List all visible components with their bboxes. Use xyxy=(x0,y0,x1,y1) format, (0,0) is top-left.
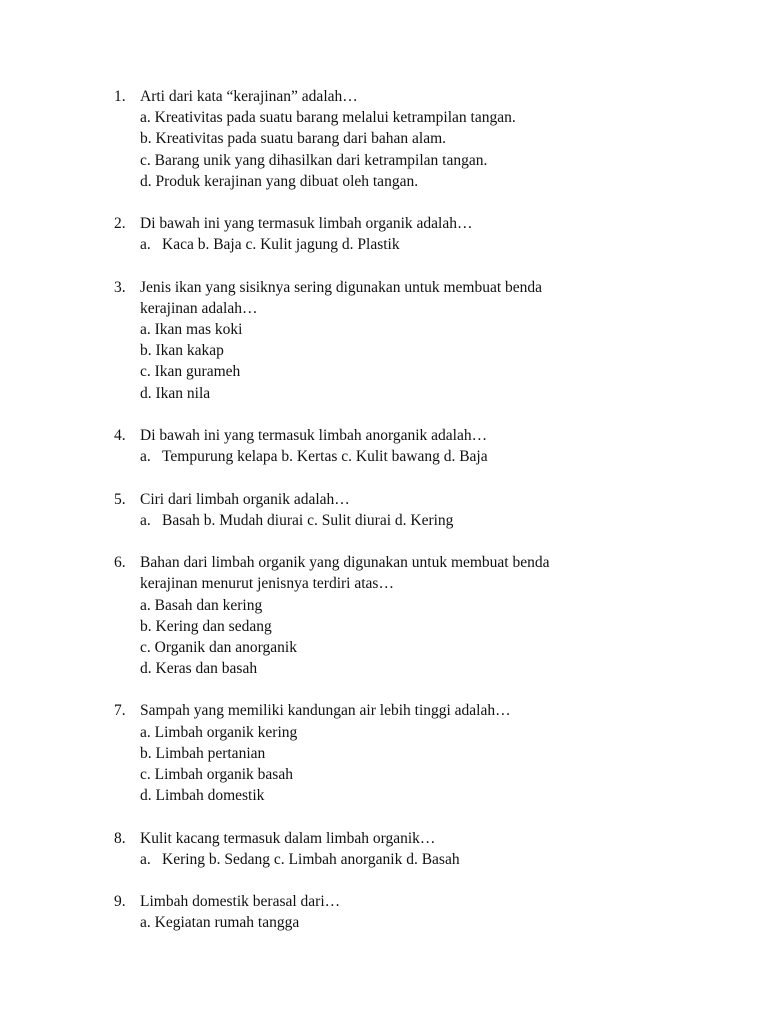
answer-option: b. Kering dan sedang xyxy=(140,617,272,635)
question-text: Bahan dari limbah organik yang digunakan untuk membuat benda xyxy=(140,554,550,572)
option-text: Kering b. Sedang c. Limbah anorganik d. Basah xyxy=(162,850,460,868)
answer-option: d. Produk kerajinan yang dibuat oleh tangan. xyxy=(140,172,419,190)
question-text: Jenis ikan yang sisiknya sering digunakan untuk membuat benda xyxy=(140,278,543,296)
question-5 xyxy=(114,489,674,531)
answer-option: d. Ikan nila xyxy=(140,384,211,402)
question-4 xyxy=(114,425,674,467)
question-number: 3. xyxy=(114,278,126,296)
question-8 xyxy=(114,828,674,870)
question-text: Ciri dari limbah organik adalah… xyxy=(140,490,350,508)
question-1 xyxy=(114,86,674,192)
question-number: 9. xyxy=(114,893,126,911)
question-text: Kulit kacang termasuk dalam limbah organik… xyxy=(140,829,436,847)
question-text: kerajinan adalah… xyxy=(140,299,258,317)
option-text: Kaca b. Baja c. Kulit jagung d. Plastik xyxy=(162,236,400,254)
answer-option: a. Ikan mas koki xyxy=(140,321,243,339)
question-2 xyxy=(114,213,674,255)
question-number: 7. xyxy=(114,702,126,720)
question-text: Di bawah ini yang termasuk limbah organik adalah… xyxy=(140,215,473,233)
answer-option: b. Limbah pertanian xyxy=(140,744,266,762)
question-6 xyxy=(114,552,674,679)
question-list xyxy=(114,86,674,955)
question-text-line xyxy=(114,552,674,573)
question-text-line xyxy=(114,425,674,446)
question-text-line xyxy=(114,828,674,849)
question-number: 2. xyxy=(114,215,126,233)
question-7 xyxy=(114,700,674,806)
answer-options-inline xyxy=(114,510,674,531)
question-text: Limbah domestik berasal dari… xyxy=(140,893,341,911)
option-label: a. xyxy=(140,511,151,529)
answer-options-inline xyxy=(114,234,674,255)
question-number: 6. xyxy=(114,554,126,572)
answer-option: d. Keras dan basah xyxy=(140,660,258,678)
question-3 xyxy=(114,277,674,404)
question-text-line xyxy=(114,891,674,912)
answer-options-inline xyxy=(114,446,674,467)
option-label: a. xyxy=(140,448,151,466)
answer-option: c. Ikan gurameh xyxy=(140,363,241,381)
answer-options-inline xyxy=(114,849,674,870)
answer-option: c. Barang unik yang dihasilkan dari ketrampilan tangan. xyxy=(140,151,488,169)
question-number: 4. xyxy=(114,427,126,444)
answer-option: a. Basah dan kering xyxy=(140,596,263,614)
option-text: Tempurung kelapa b. Kertas c. Kulit bawang d. Baja xyxy=(162,448,488,466)
question-text: kerajinan menurut jenisnya terdiri atas… xyxy=(140,575,394,593)
question-text-line xyxy=(114,298,674,319)
question-text-line xyxy=(114,700,674,721)
answer-option: a. Limbah organik kering xyxy=(140,723,298,741)
question-text-line xyxy=(114,86,674,107)
answer-option: c. Limbah organik basah xyxy=(140,766,293,783)
question-text: Sampah yang memiliki kandungan air lebih tinggi adalah… xyxy=(140,702,511,720)
question-text: Arti dari kata “kerajinan” adalah… xyxy=(140,88,358,105)
option-label: a. xyxy=(140,850,151,868)
answer-option: b. Kreativitas pada suatu barang dari bahan alam. xyxy=(140,130,447,148)
question-number: 1. xyxy=(114,88,126,105)
question-number: 5. xyxy=(114,490,126,508)
option-text: Basah b. Mudah diurai c. Sulit diurai d. Kering xyxy=(162,511,454,529)
question-text-line xyxy=(114,573,674,594)
answer-option: a. Kegiatan rumah tangga xyxy=(140,914,300,932)
question-text-line xyxy=(114,277,674,298)
answer-option: d. Limbah domestik xyxy=(140,787,265,805)
answer-option: b. Ikan kakap xyxy=(140,342,224,360)
option-label: a. xyxy=(140,236,151,254)
question-text: Di bawah ini yang termasuk limbah anorganik adalah… xyxy=(140,427,488,444)
question-9 xyxy=(114,891,674,933)
answer-option: c. Organik dan anorganik xyxy=(140,638,297,656)
question-text-line xyxy=(114,489,674,510)
question-number: 8. xyxy=(114,829,126,847)
question-text-line xyxy=(114,213,674,234)
answer-option: a. Kreativitas pada suatu barang melalui ketrampilan tangan. xyxy=(140,109,516,127)
